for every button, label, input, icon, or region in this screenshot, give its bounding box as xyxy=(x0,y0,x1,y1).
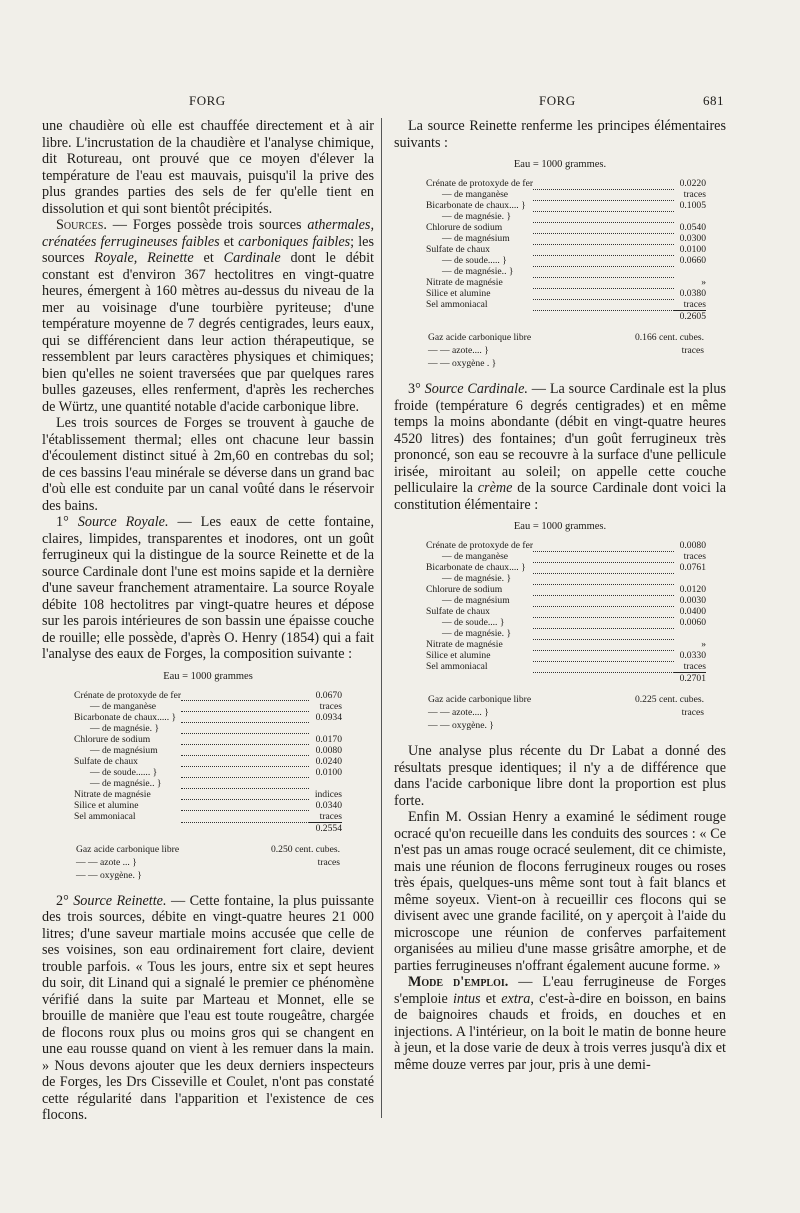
text: — Les eaux de cette fontaine, claires, limpides, transparentes et inodores, ont un goût ferrugineux qui la distingue de la source Reinette et de la source Cardinale dont l'une est moins sapide et la dernière d'une saveur franchement atramentaire. La source Royale débite 108 hectolitres par vingt-quatre heures et dépose sur les parois intérieures de son bassin une épaisse couche de rouille; elle possède, d'après O. Henry (1854) qui a fait l'analyse des eaux de Forges, la composition suivante : xyxy=(42,514,374,662)
paragraph: une chaudière où elle est chauffée directement et à air libre. L'incrustation de la chaudière et l'analyse chimique, dit Rotureau, ont prouvé que ce moyen d'élever la température de l'eau est mauvais, puisqu'il la prive des plus grandes parties des sels de fer qu'elle tient en dissolution et qui sont bientôt précipités. xyxy=(42,118,374,217)
leader-dots xyxy=(533,573,674,584)
table-row xyxy=(74,789,342,800)
row-value: 0.0761 xyxy=(679,562,706,573)
row-value xyxy=(674,573,706,584)
table-row xyxy=(426,650,706,661)
text: 3° xyxy=(408,381,425,397)
table-row xyxy=(426,661,706,673)
gas-value: 0.250 cent. cubes. xyxy=(270,843,340,855)
row-label: Crénate de protoxyde de fer xyxy=(426,178,534,189)
table-row xyxy=(74,800,342,811)
gas-label: — — azote.... } xyxy=(428,345,489,356)
table-row xyxy=(426,540,706,551)
row-label: — de manganèse xyxy=(442,189,509,200)
leader-dots xyxy=(181,745,309,756)
analysis-table-reinette xyxy=(394,159,726,371)
gas-table xyxy=(74,842,342,883)
row-label: Nitrate de magnésie xyxy=(74,788,151,800)
row-label: Nitrate de magnésie xyxy=(426,277,503,288)
gas-table xyxy=(426,692,706,733)
gas-label: Gaz acide carbonique libre xyxy=(428,332,532,343)
row-value: traces xyxy=(683,551,706,562)
paragraph-mode-emploi xyxy=(394,974,726,1073)
table-row xyxy=(426,255,706,266)
gas-value: traces xyxy=(317,856,340,868)
text: et xyxy=(193,250,224,266)
total-value: 0.2605 xyxy=(674,311,706,323)
section-heading: Source Cardinale. xyxy=(424,381,528,397)
row-label: — de soude.... } xyxy=(442,617,505,628)
composition-table xyxy=(426,178,706,322)
row-label: Crénate de protoxyde de fer xyxy=(426,540,534,551)
text: 2° xyxy=(56,892,74,909)
text: 1° xyxy=(56,514,78,530)
text: de la source Cardinale dont voici la constitution élémentaire : xyxy=(394,480,726,513)
table-row xyxy=(426,628,706,639)
row-label: — de manganèse xyxy=(90,700,157,712)
analysis-table-cardinale xyxy=(394,521,726,733)
italic-text: Cardinale xyxy=(223,250,281,266)
table-row xyxy=(426,595,706,606)
leader-dots xyxy=(181,712,309,723)
leader-dots xyxy=(181,778,309,789)
section-heading: Source Royale. xyxy=(77,514,169,530)
italic-text: intus xyxy=(452,990,481,1007)
table-row xyxy=(74,690,342,701)
spacer xyxy=(181,822,309,834)
row-value: 0.0080 xyxy=(315,744,342,756)
row-label: Sel ammoniacal xyxy=(426,661,488,672)
row-label: — de magnésium xyxy=(90,744,158,756)
leader-dots xyxy=(181,789,309,800)
row-value: 0.0670 xyxy=(315,689,342,701)
row-value: indices xyxy=(314,788,342,800)
leader-dots xyxy=(181,800,309,811)
row-value: 0.0380 xyxy=(679,288,706,299)
leader-dots xyxy=(181,734,309,745)
gas-row xyxy=(76,870,340,881)
total-row xyxy=(74,822,342,834)
leader-dots xyxy=(533,584,674,595)
leader-dots xyxy=(181,756,309,767)
table-row xyxy=(426,562,706,573)
row-label: — de magnésium xyxy=(442,233,510,244)
row-value: traces xyxy=(683,189,706,200)
row-value: 0.0300 xyxy=(679,233,706,244)
row-value: traces xyxy=(683,299,706,310)
leader-dots xyxy=(533,562,674,573)
leader-dots xyxy=(181,701,309,712)
leader-dots xyxy=(181,690,309,701)
italic-text: crème xyxy=(477,480,513,496)
gas-label: — — azote ... } xyxy=(76,856,137,868)
paragraph: La source Reinette renferme les principes élémentaires suivants : xyxy=(394,118,726,151)
gas-label: — — oxygène. } xyxy=(428,720,494,731)
row-value: 0.0240 xyxy=(315,755,342,767)
table-row xyxy=(426,178,706,189)
text: — La source Cardinale est la plus froide (température 6 degrés centigrades) et en même temps la moins abondante (débit en vingt-quatre heures 4520 litres) des fontaines; d'un goût ferrugineux très prononcé, son eau se recouvre à la surface d'une pellicule irisée, miroitant au soleil; on appelle cette couche pelliculaire la xyxy=(394,381,726,496)
gas-label: Gaz acide carbonique libre xyxy=(428,694,532,705)
gas-value xyxy=(228,870,340,881)
row-label: Sel ammoniacal xyxy=(74,810,136,822)
row-value: 0.0340 xyxy=(315,799,342,811)
row-label: — de magnésium xyxy=(442,595,510,606)
table-row xyxy=(74,734,342,745)
gas-row xyxy=(428,345,704,356)
total-row xyxy=(426,673,706,685)
leader-dots xyxy=(533,233,674,244)
row-value: traces xyxy=(319,810,342,822)
table-caption: Eau = 1000 grammes. xyxy=(513,521,607,532)
row-value: 0.0030 xyxy=(679,595,706,606)
gas-value: traces xyxy=(681,345,704,356)
gas-row xyxy=(428,358,704,369)
row-value: 0.0100 xyxy=(315,766,342,778)
text: dont le débit constant est d'environ 367 hectolitres en vingt-quatre heures, émergent à 160 mètres au-dessus du niveau de la mer au voisinage d'une tourbière pyriteuse; d'une température moyenne de 7 degrés centigrades, leurs eaux, qui se différencient dans leur action thérapeutique, se ressemblent par leurs caractères physiques et chimiques; bien qu'elles ne soient traversées que par quelques rares bulles gazeuses, elles renferment, d'après les recherches de Würtz, une quantité notable d'acide carbonique libre. xyxy=(42,250,374,415)
run-in-heading: Sources. xyxy=(56,217,107,233)
table-caption: Eau = 1000 grammes xyxy=(163,670,253,682)
gas-value: traces xyxy=(681,707,704,718)
table-caption: Eau = 1000 grammes. xyxy=(513,159,607,170)
paragraph: Une analyse plus récente du Dr Labat a donné des résultats presque identiques; il n'y a de différence que dans l'acide carbonique libre dont la proportion est plus forte. xyxy=(394,743,726,809)
table-row xyxy=(74,811,342,823)
composition-table xyxy=(426,540,706,684)
gas-table xyxy=(426,330,706,371)
leader-dots xyxy=(533,617,674,628)
row-value: » xyxy=(701,639,706,650)
gas-row xyxy=(76,857,340,868)
right-column xyxy=(394,118,726,1073)
paragraph-source-royale xyxy=(42,514,374,663)
row-label: — de soude..... } xyxy=(442,255,507,266)
table-row xyxy=(426,584,706,595)
table-row xyxy=(74,745,342,756)
analysis-table-royale xyxy=(42,671,374,883)
row-label: — de magnésie. } xyxy=(442,211,512,222)
table-row xyxy=(426,189,706,200)
leader-dots xyxy=(533,299,674,311)
table-row xyxy=(426,551,706,562)
row-value xyxy=(309,778,342,789)
row-label: Sel ammoniacal xyxy=(426,299,488,310)
row-value xyxy=(674,211,706,222)
italic-text: carboniques faibles xyxy=(238,233,351,250)
leader-dots xyxy=(533,595,674,606)
total-value: 0.2701 xyxy=(674,673,706,685)
leader-dots xyxy=(533,277,674,288)
table-row xyxy=(74,701,342,712)
gas-value: 0.166 cent. cubes. xyxy=(634,332,704,343)
paragraph: Les trois sources de Forges se trouvent à gauche de l'établissement thermal; elles ont chacune leur bassin d'écoulement distinct situé à 2m,60 en contrebas du sol; de ces bassins l'eau minérale se déverse dans un grand bac d'où elle est conduite par un canal voûté dans le réservoir des bains. xyxy=(42,415,374,514)
spacer xyxy=(533,673,674,685)
leader-dots xyxy=(533,288,674,299)
leader-dots xyxy=(533,650,674,661)
table-row xyxy=(426,606,706,617)
leader-dots xyxy=(533,255,674,266)
paragraph-source-reinette xyxy=(42,893,374,1124)
row-label: — de magnésie.. } xyxy=(90,777,162,789)
table-row xyxy=(426,288,706,299)
leader-dots xyxy=(533,178,674,189)
row-label: Sulfate de chaux xyxy=(426,606,490,617)
table-row xyxy=(426,211,706,222)
table-row xyxy=(426,233,706,244)
leader-dots xyxy=(533,606,674,617)
table-row xyxy=(74,778,342,789)
row-value: traces xyxy=(683,661,706,672)
table-row xyxy=(74,767,342,778)
gas-label: — — azote.... } xyxy=(428,707,489,718)
paragraph: Enfin M. Ossian Henry a examiné le sédiment rouge ocracé qu'on recueille dans les conduits des sources : « Ce n'est pas un amas rouge ocracé seulement, dit ce chimiste, mais une réunion de flocons ferrugineux rouges ou roses très épais, quelques-uns même sont tout à fait blancs et même soyeux. Vient-on à recueillir ces flocons qui se divisent avec une grande facilité, on y aperçoit à l'aide du microscope une réunion de conferves parfaitement organisées au milieu d'une masse grisâtre amorphe, et de parties ferrugineuses n'offrant également aucune forme. » xyxy=(394,809,726,974)
row-label: Crénate de protoxyde de fer xyxy=(74,689,182,701)
run-in-heading: Mode d'emploi. xyxy=(408,974,509,990)
row-label: Bicarbonate de chaux.... } xyxy=(426,200,526,211)
running-head-right: FORG xyxy=(539,93,576,108)
table-row xyxy=(426,573,706,584)
row-label: — de soude...... } xyxy=(90,766,158,778)
row-label: Bicarbonate de chaux..... } xyxy=(74,711,177,723)
row-label: Silice et alumine xyxy=(74,799,139,811)
table-row xyxy=(426,200,706,211)
row-label: — de magnésie. } xyxy=(442,628,512,639)
leader-dots xyxy=(533,266,674,277)
row-label: — de magnésie.. } xyxy=(442,266,514,277)
row-value: traces xyxy=(319,700,342,712)
gas-row xyxy=(428,332,704,343)
row-value: 0.0540 xyxy=(679,222,706,233)
table-row xyxy=(426,222,706,233)
row-value: 0.0080 xyxy=(679,540,706,551)
table-row xyxy=(74,712,342,723)
row-value: 0.0100 xyxy=(679,244,706,255)
text: — Forges possède trois sources xyxy=(106,217,308,233)
leader-dots xyxy=(533,189,674,200)
table-row xyxy=(426,244,706,255)
spacer xyxy=(426,673,533,685)
gas-row xyxy=(428,694,704,705)
running-head-left: FORG xyxy=(189,93,226,108)
gas-value xyxy=(587,720,704,731)
row-label: Chlorure de sodium xyxy=(426,584,503,595)
leader-dots xyxy=(533,200,674,211)
composition-table xyxy=(74,690,342,834)
text: — Cette fontaine, la plus puissante des trois sources, débite en vingt-quatre heures 21 000 litres; d'une saveur martiale moins accusée que celle de ses voisines, son eau ordinairement fort claire, devient trouble parfois. « Tous les jours, entre six et sept heures du soir, dit Linand qui a signalé le premier ce phénomène vérifié dans la suite par Marteau et Monnet, elle se brouille de manière que l'eau est toute rougeâtre, chargée de flocons roux plus ou moins gros qui se changent en une eau rousse quand on vient à les remuer dans la main. » Nous devons ajouter que les deux derniers inspecteurs de Forges, les Drs Cisseville et Coulet, n'ont pas constaté cette régularité dans l'apparition et l'existence de ces flocons. xyxy=(42,892,374,1123)
row-label: Sulfate de chaux xyxy=(426,244,490,255)
leader-dots xyxy=(181,723,309,734)
italic-text: Royale, Reinette xyxy=(94,250,194,266)
leader-dots xyxy=(533,551,674,562)
gas-row xyxy=(76,844,340,855)
leader-dots xyxy=(533,628,674,639)
spacer xyxy=(533,311,674,323)
table-row xyxy=(426,277,706,288)
row-value: 0.0120 xyxy=(679,584,706,595)
italic-text: athermales, crénatées ferrugineuses faibles xyxy=(42,217,374,250)
row-value: 0.0934 xyxy=(315,711,342,723)
row-label: Chlorure de sodium xyxy=(74,733,151,745)
gas-label: — — oxygène . } xyxy=(428,358,497,369)
table-row xyxy=(74,723,342,734)
row-label: Silice et alumine xyxy=(426,288,491,299)
total-value: 0.2554 xyxy=(309,822,342,834)
row-value: 0.0330 xyxy=(679,650,706,661)
left-column xyxy=(42,118,374,1124)
column-divider xyxy=(381,118,382,1118)
total-row xyxy=(426,311,706,323)
gas-value xyxy=(587,358,704,369)
row-value xyxy=(674,628,706,639)
leader-dots xyxy=(533,661,674,673)
row-value: » xyxy=(701,277,706,288)
leader-dots xyxy=(533,211,674,222)
leader-dots xyxy=(533,222,674,233)
table-row xyxy=(426,617,706,628)
text: et xyxy=(480,990,502,1007)
text: — L'eau ferrugineuse de Forges s'emploie xyxy=(394,974,726,1007)
table-row xyxy=(426,266,706,277)
row-value: 0.0220 xyxy=(679,178,706,189)
spacer xyxy=(74,822,181,834)
leader-dots xyxy=(533,639,674,650)
section-heading: Source Reinette. xyxy=(73,892,167,909)
gas-value: 0.225 cent. cubes. xyxy=(634,694,704,705)
row-value: 0.0060 xyxy=(679,617,706,628)
italic-text: extra xyxy=(501,990,531,1007)
text: , c'est-à-dire en boisson, en bains de baignoires chauds et froids, en douches et en injections. A l'intérieur, on la boit le matin de bonne heure à jeun, et la dose varie de deux à trois verres jusqu'à dix et même douze verres par jour, pris à une demi- xyxy=(394,990,726,1073)
row-label: Sulfate de chaux xyxy=(74,755,138,767)
row-label: — de manganèse xyxy=(442,551,509,562)
page-number: 681 xyxy=(703,93,724,108)
text: et xyxy=(219,233,239,250)
paragraph-source-cardinale xyxy=(394,381,726,513)
row-label: Chlorure de sodium xyxy=(426,222,503,233)
row-label: — de magnésie. } xyxy=(90,722,160,734)
table-row xyxy=(74,756,342,767)
row-value: 0.1005 xyxy=(679,200,706,211)
paragraph-sources xyxy=(42,217,374,415)
row-value: 0.0170 xyxy=(315,733,342,745)
leader-dots xyxy=(533,244,674,255)
leader-dots xyxy=(533,540,674,551)
table-row xyxy=(426,299,706,311)
row-label: Silice et alumine xyxy=(426,650,491,661)
row-label: — de magnésie. } xyxy=(442,573,512,584)
leader-dots xyxy=(181,767,309,778)
row-value xyxy=(674,266,706,277)
gas-row xyxy=(428,707,704,718)
row-value: 0.0400 xyxy=(679,606,706,617)
leader-dots xyxy=(181,811,309,823)
row-label: Bicarbonate de chaux.... } xyxy=(426,562,526,573)
gas-label: Gaz acide carbonique libre xyxy=(76,843,180,855)
row-label: Nitrate de magnésie xyxy=(426,639,503,650)
row-value: 0.0660 xyxy=(679,255,706,266)
row-value xyxy=(309,723,342,734)
gas-row xyxy=(428,720,704,731)
table-row xyxy=(426,639,706,650)
text: ; les sources xyxy=(42,233,374,266)
spacer xyxy=(426,311,533,323)
gas-label: — — oxygène. } xyxy=(76,869,142,881)
